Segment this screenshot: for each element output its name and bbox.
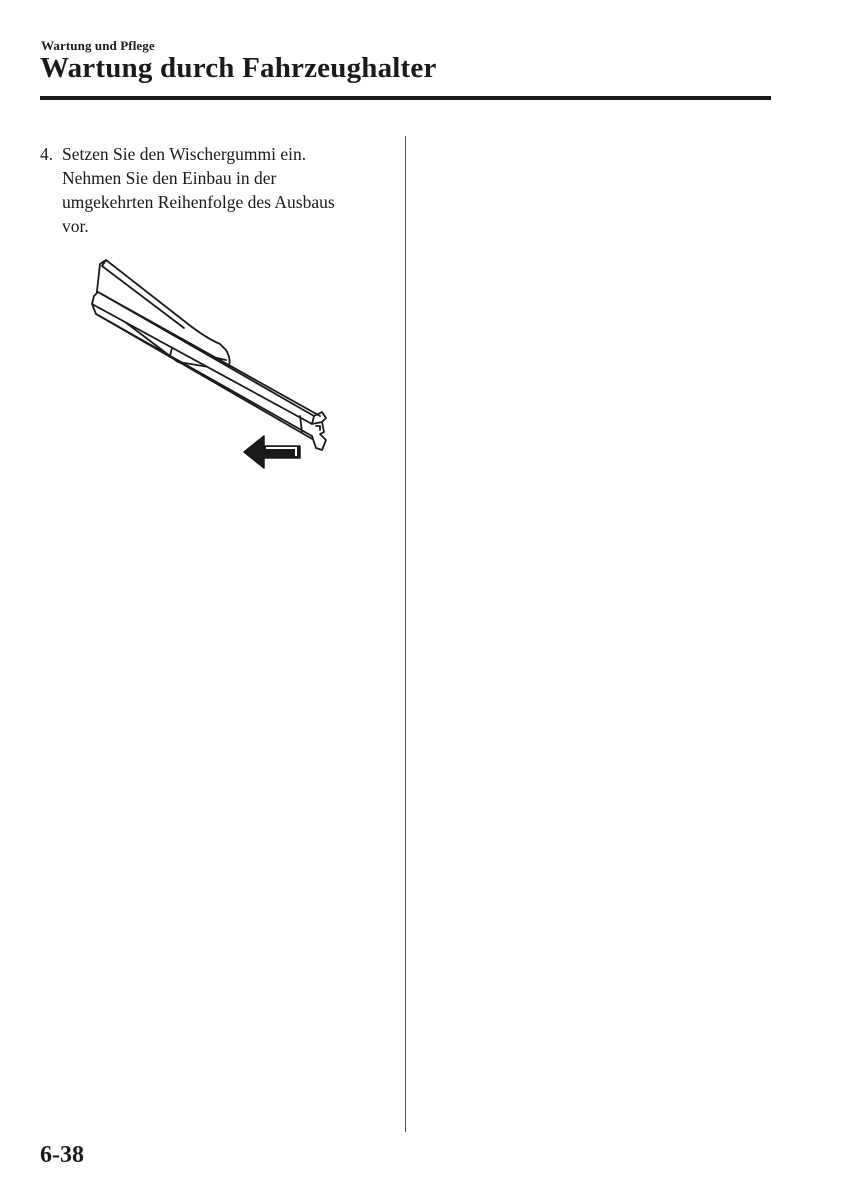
step-line: Nehmen Sie den Einbau in der xyxy=(62,168,277,188)
step-line: vor. xyxy=(62,216,89,236)
step-line: Setzen Sie den Wischergummi ein. xyxy=(62,144,307,164)
column-divider xyxy=(405,136,406,1132)
instruction-step xyxy=(40,142,390,238)
wiper-blade-illustration xyxy=(88,256,338,476)
page-title: Wartung durch Fahrzeughalter xyxy=(40,52,437,84)
page-number: 6-38 xyxy=(40,1142,84,1168)
step-number: 4. xyxy=(40,144,54,164)
step-text xyxy=(62,142,390,238)
wiper-blade-body xyxy=(92,292,314,424)
title-rule xyxy=(40,96,771,100)
section-label: Wartung und Pflege xyxy=(41,38,155,53)
step-line: umgekehrten Reihenfolge des Ausbaus xyxy=(62,192,335,212)
insertion-arrow-icon xyxy=(244,436,300,468)
